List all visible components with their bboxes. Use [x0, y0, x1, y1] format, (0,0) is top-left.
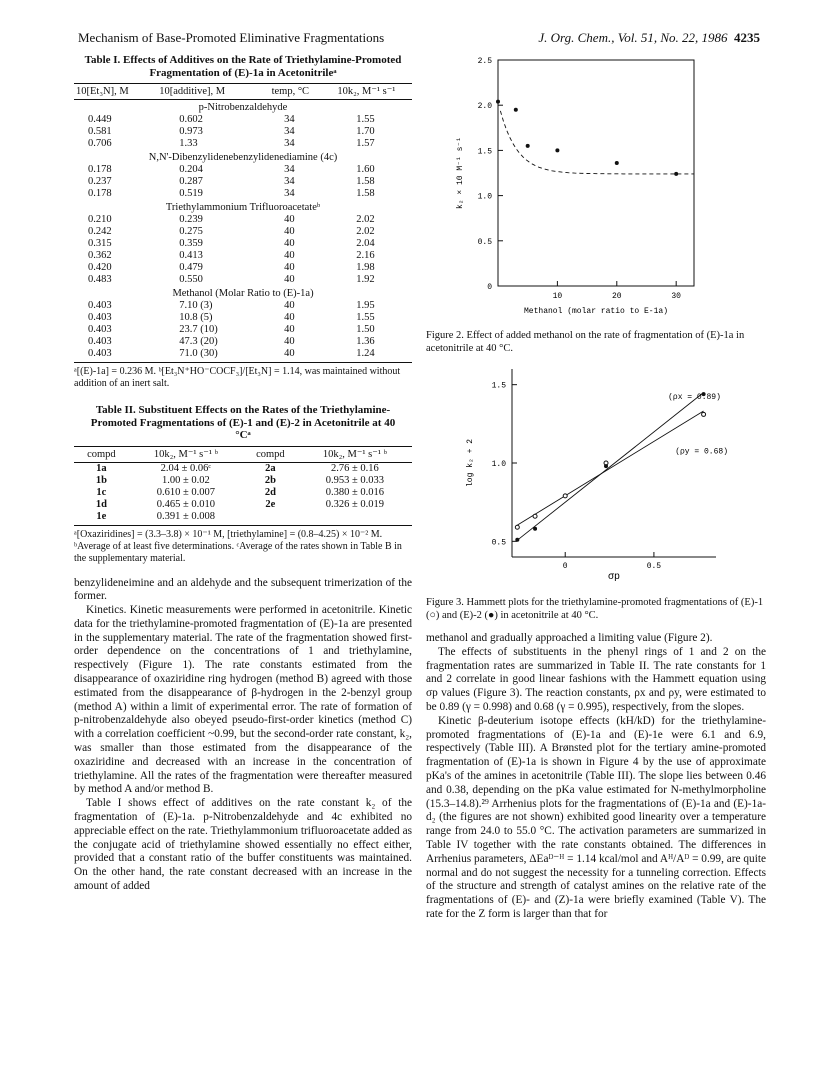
table-cell: 1.95	[356, 300, 375, 311]
data-point-filled	[515, 538, 519, 542]
table2-header-cell: 10k₂, M⁻¹ s⁻¹ ᵇ	[129, 446, 243, 462]
table-row	[74, 114, 412, 126]
paragraph: benzylideneimine and an aldehyde and the subsequent trimerization of the former.	[74, 576, 412, 603]
table-cell: 2.04	[356, 238, 375, 249]
table1-header-cell: 10[additive], M	[157, 84, 260, 100]
table-cell: 1.36	[356, 336, 375, 347]
table1-header-cell: 10[Et₃N], M	[74, 84, 157, 100]
table1-group-row	[74, 200, 412, 214]
table1-group-label: p-Nitrobenzaldehyde	[198, 102, 288, 113]
data-point-open	[702, 412, 706, 416]
table-cell: 1.70	[356, 126, 375, 137]
table-cell: 23.7 (10)	[179, 324, 218, 335]
table2-caption: Table II. Substituent Effects on the Rates of the Triethylamine-Promoted Fragmentations of (E)-1 and (E)-2 in Acetonitrile at 40 °Cᵃ	[90, 404, 396, 441]
table-cell: 2.16	[356, 250, 375, 261]
table-cell: 2.02	[356, 226, 375, 237]
table-row	[74, 188, 412, 200]
table1-footnote: ᵃ[(E)-1a] = 0.236 M. ᵇ[Et₃N⁺HO⁻COCF₃]/[Et₃N] = 1.14, was maintained without addition of an inert salt.	[74, 366, 401, 389]
table-cell: 0.362	[88, 250, 112, 261]
table-cell: 40	[284, 348, 295, 359]
regression-line	[517, 411, 703, 525]
table-cell: 2.04 ± 0.06ᶜ	[160, 462, 212, 474]
table-cell: 40	[284, 238, 295, 249]
regression-line	[517, 393, 703, 541]
table-cell: 2b	[264, 474, 276, 486]
data-point	[555, 148, 559, 152]
table-cell: 1a	[96, 462, 107, 474]
table1-bottom-rule	[74, 360, 412, 363]
annotation-rho-x: (ρx = 0.89)	[668, 392, 721, 402]
table-row	[74, 300, 412, 312]
table-row	[74, 499, 412, 511]
table-cell: 0.953 ± 0.033	[325, 474, 384, 486]
figure3-chart	[426, 361, 766, 591]
table-cell: 0.275	[179, 226, 203, 237]
y-tick-label: 0.5	[491, 538, 506, 548]
table-cell: 0.315	[88, 238, 112, 249]
table-cell: 0.420	[88, 262, 112, 273]
table-cell: 71.0 (30)	[179, 348, 218, 359]
table-cell: 34	[284, 188, 295, 199]
data-point	[526, 144, 530, 148]
table-cell: 0.178	[88, 188, 112, 199]
table-row	[74, 348, 412, 360]
table1-group-row	[74, 286, 412, 300]
right-column	[426, 54, 766, 922]
x-tick-label: 0.5	[646, 562, 662, 571]
table-row	[74, 164, 412, 176]
table2-bottom-rule	[74, 523, 412, 526]
table-cell: 1.55	[356, 312, 375, 323]
table2-header-cell: compd	[243, 446, 298, 462]
table-cell: 2a	[265, 462, 276, 474]
table-cell: 0.237	[88, 176, 112, 187]
page-number: 4235	[734, 30, 760, 45]
table-cell: 40	[284, 214, 295, 225]
table-cell: 0.403	[88, 324, 112, 335]
x-tick-label: 10	[552, 292, 563, 301]
table1-header-cell: temp, °C	[260, 84, 321, 100]
data-point	[615, 161, 619, 165]
table-cell: 47.3 (20)	[179, 336, 218, 347]
table-row	[74, 324, 412, 336]
figure2-chart	[426, 54, 766, 324]
table-cell: 34	[284, 164, 295, 175]
table-cell: 0.479	[179, 262, 203, 273]
y-axis-label: k₂ × 10 M⁻¹ s⁻¹	[456, 136, 465, 210]
table-cell: 1.60	[356, 164, 375, 175]
x-axis-label: Methanol (molar ratio to E-1a)	[523, 307, 669, 316]
table-cell: 1.24	[356, 348, 375, 359]
data-point-filled	[604, 464, 608, 468]
y-axis-label: log k₂ + 2	[466, 438, 475, 488]
table-cell	[298, 511, 412, 523]
x-axis-label: σp	[607, 572, 621, 583]
paragraph: methanol and gradually approached a limiting value (Figure 2).	[426, 632, 713, 644]
table-cell	[243, 511, 298, 523]
table-cell: 2e	[265, 498, 276, 510]
table-row	[74, 462, 412, 475]
journal-citation: J. Org. Chem., Vol. 51, No. 22, 1986	[538, 30, 728, 45]
y-tick-label: 0	[487, 283, 492, 292]
table-cell: 0.239	[179, 214, 203, 225]
table-cell: 1.55	[356, 114, 375, 125]
running-header-right	[538, 30, 760, 46]
paragraph: Kinetic β-deuterium isotope effects (kH/kD) for the triethylamine-promoted fragmentations of (E)-1a and (E)-1e were 6.1 and 6.9, respectively (Table III). A Brønsted plot for the tertiary amine-promoted fragmentation of (E)-1a is shown in Figure 4 by the use of approximate pKa's of the amines in acetonitrile (Table III). The slope lies between 0.46 and 0.38, depending on the pKa value estimated for N-methylmorpholine (15.3–14.8).²⁹ Arrhenius plots for the fragmentations of (E)-1a and (E)-1a-d₂ (the figures are not shown) exhibited good linearity over a temperature range from 24.0 to 55.0 °C. The activation parameters are summarized in Table IV together with the rate constants obtained. The differences in Arrhenius parameters, ΔEaᴰ⁻ᴴ = 1.14 kcal/mol and Aᴴ/Aᴰ = 0.99, are quite normal and do not suggest the necessity for a tunneling correction. Effects of the structure and strength of catalyst amines on the relative rate of the fragmentations of (E)- and (Z)-1a were briefly examined (Table V). The rate for the Z form is larger than that for	[426, 714, 766, 920]
table1-group-row	[74, 150, 412, 164]
y-tick-label: 1.5	[477, 147, 492, 157]
table2-footnote: ᵃ[Oxaziridines] = (3.3–3.8) × 10⁻¹ M, [triethylamine] = (0.8–4.25) × 10⁻² M. ᵇAverage of at least five determinations. ᶜAverage of the rates shown in Table B in the supplementary material.	[74, 528, 402, 564]
table-cell: 0.359	[179, 238, 203, 249]
x-tick-label: 0	[562, 562, 568, 571]
right-body-text	[426, 632, 766, 922]
table1-group-label: N,N'-Dibenzylidenebenzylidenediamine (4c)	[148, 152, 338, 163]
table-cell: 0.210	[88, 214, 112, 225]
table-cell: 0.581	[88, 126, 112, 137]
table-row	[74, 138, 412, 150]
table1-group-row	[74, 100, 412, 115]
table1-caption: Table I. Effects of Additives on the Rate of Triethylamine-Promoted Fragmentation of (E)-1a in Acetonitrileᵃ	[84, 54, 402, 79]
table-cell: 1b	[95, 474, 107, 486]
table-cell: 34	[284, 114, 295, 125]
table1	[74, 83, 412, 363]
table-cell: 1.50	[356, 324, 375, 335]
y-tick-label: 1.0	[491, 460, 506, 469]
table-cell: 0.287	[179, 176, 203, 187]
table-cell: 0.449	[88, 114, 112, 125]
table1-header-cell: 10k₂, M⁻¹ s⁻¹	[321, 84, 412, 100]
table2-header-cell: 10k₂, M⁻¹ s⁻¹ ᵇ	[298, 446, 412, 462]
table-cell: 0.483	[88, 274, 112, 285]
table-cell: 40	[284, 324, 295, 335]
table-cell: 1.00 ± 0.02	[161, 474, 210, 486]
table-cell: 1d	[95, 498, 107, 510]
table-cell: 0.610 ± 0.007	[156, 486, 215, 498]
table-row	[74, 475, 412, 487]
data-point-open	[563, 494, 567, 498]
table-row	[74, 511, 412, 523]
table-cell: 0.973	[179, 126, 203, 137]
table-cell: 1.58	[356, 188, 375, 199]
data-point-filled	[533, 527, 537, 531]
table-cell: 40	[284, 312, 295, 323]
left-column	[74, 54, 412, 894]
table-cell: 10.8 (5)	[179, 312, 213, 323]
paragraph-kinetics: Kinetics. Kinetic measurements were performed in acetonitrile. Kinetic data for the triethylamine-promoted fragmentation of (E)-1a are presented in the supplementary material. The rate of the fragmentation showed first-order dependence on the concentrations of 1 and triethylamine, respectively (Figure 1). The rate constants estimated from the disappearance of oxaziridine ring hydrogen (method B) agreed with those estimated from the disappearance of β-hydrogen in the 2-benzyl group (method A) within a limit of experimental error. The rate of formation of p-nitrobenzaldehyde also obeyed pseudo-first-order kinetics (method C) with a correlation coefficient ~0.99, but the second-order rate constant, k₂, was smaller than those estimated from the disappearance of the oxaziridine and decreased with an increase in the concentration of triethylamine. All the rates of the fragmentation were thereafter measured by method A and/or method B.	[74, 604, 412, 796]
table-row	[74, 312, 412, 324]
table-cell: 0.519	[179, 188, 203, 199]
table-row	[74, 250, 412, 262]
data-point	[674, 172, 678, 176]
data-point-open	[533, 514, 537, 518]
table-cell: 7.10 (3)	[179, 300, 213, 311]
table-cell: 2.02	[356, 214, 375, 225]
table-cell: 1.98	[356, 262, 375, 273]
table-cell: 0.465 ± 0.010	[156, 498, 215, 510]
x-tick-label: 30	[671, 292, 681, 301]
data-point-open	[515, 525, 519, 529]
left-body-text	[74, 577, 412, 894]
table-row	[74, 226, 412, 238]
table-cell: 1.92	[356, 274, 375, 285]
table-cell: 0.550	[179, 274, 203, 285]
table-cell: 0.413	[179, 250, 203, 261]
paragraph: Table I shows effect of additives on the rate constant k₂ of the fragmentation of (E)-1a. p-Nitrobenzaldehyde and 4c exhibited no appreciable effect on the rate. Triethylammonium trifluoroacetate added as the conjugate acid of triethylamine showed essentially no effect either, provided that a constant ratio of the buffer constituents was maintained. On the other hand, the rate constant decreased with an increase in the amount of added	[74, 797, 412, 893]
fitted-curve	[500, 111, 694, 174]
table-row	[74, 274, 412, 286]
table-cell: 0.391 ± 0.008	[156, 510, 215, 522]
annotation-rho-y: (ρy = 0.68)	[675, 447, 729, 457]
table-cell: 40	[284, 274, 295, 285]
plot-frame	[498, 60, 694, 286]
figure3-caption: Figure 3. Hammett plots for the triethylamine-promoted fragmentations of (E)-1 (○) and (E)-2 (●) in acetonitrile at 40 °C.	[426, 597, 764, 621]
running-header-left: Mechanism of Base-Promoted Eliminative Fragmentations	[78, 30, 385, 45]
table-cell: 0.403	[88, 348, 112, 359]
table-cell: 2d	[264, 486, 276, 498]
table-row	[74, 487, 412, 499]
table-cell: 0.403	[88, 336, 112, 347]
table-cell: 34	[284, 126, 295, 137]
x-tick-label: 20	[611, 292, 622, 301]
table-row	[74, 176, 412, 188]
table-cell: 1.33	[179, 138, 198, 149]
table-cell: 40	[284, 250, 295, 261]
y-tick-label: 0.5	[477, 237, 492, 247]
table-cell: 34	[284, 138, 295, 149]
table1-group-label: Methanol (Molar Ratio to (E)-1a)	[172, 288, 314, 299]
paragraph: The effects of substituents in the phenyl rings of 1 and 2 on the fragmentation rates are summarized in Table II. The rate constants for 1 and 2 correlate in good linear fashions with the Hammett equation using σp values (Figure 3). The reaction constants, ρx and ρy, were estimated to be 0.89 (γ = 0.998) and 0.68 (γ = 0.995), respectively, from the slopes.	[426, 645, 766, 713]
table-cell: 1.57	[356, 138, 375, 149]
table-row	[74, 262, 412, 274]
table-row	[74, 214, 412, 226]
y-tick-label: 2.0	[477, 102, 492, 112]
data-point	[496, 100, 500, 104]
y-tick-label: 1.0	[477, 192, 492, 202]
table-cell: 0.204	[179, 164, 203, 175]
y-tick-label: 2.5	[477, 57, 492, 66]
table-cell: 0.403	[88, 300, 112, 311]
table-row	[74, 126, 412, 138]
table2	[74, 446, 412, 526]
table-cell: 0.403	[88, 312, 112, 323]
table-cell: 34	[284, 176, 295, 187]
table-row	[74, 238, 412, 250]
table-row	[74, 336, 412, 348]
table-cell: 0.602	[179, 114, 203, 125]
table-cell: 0.178	[88, 164, 112, 175]
table2-header-cell: compd	[74, 446, 129, 462]
table-cell: 1.58	[356, 176, 375, 187]
table-cell: 40	[284, 336, 295, 347]
y-tick-label: 1.5	[491, 381, 506, 391]
table-cell: 40	[284, 262, 295, 273]
data-point	[514, 108, 518, 112]
table-cell: 0.380 ± 0.016	[325, 486, 384, 498]
table-cell: 2.76 ± 0.16	[330, 462, 379, 474]
table-cell: 1e	[96, 510, 107, 522]
figure2-caption: Figure 2. Effect of added methanol on the rate of fragmentation of (E)-1a in acetonitrile at 40 °C.	[426, 330, 745, 354]
table1-group-label: Triethylammonium Trifluoroacetateᵇ	[165, 202, 321, 213]
table-cell: 0.706	[88, 138, 112, 149]
table-cell: 1c	[96, 486, 107, 498]
table-cell: 0.242	[88, 226, 112, 237]
table-cell: 40	[284, 226, 295, 237]
table-cell: 0.326 ± 0.019	[325, 498, 384, 510]
table-cell: 40	[284, 300, 295, 311]
